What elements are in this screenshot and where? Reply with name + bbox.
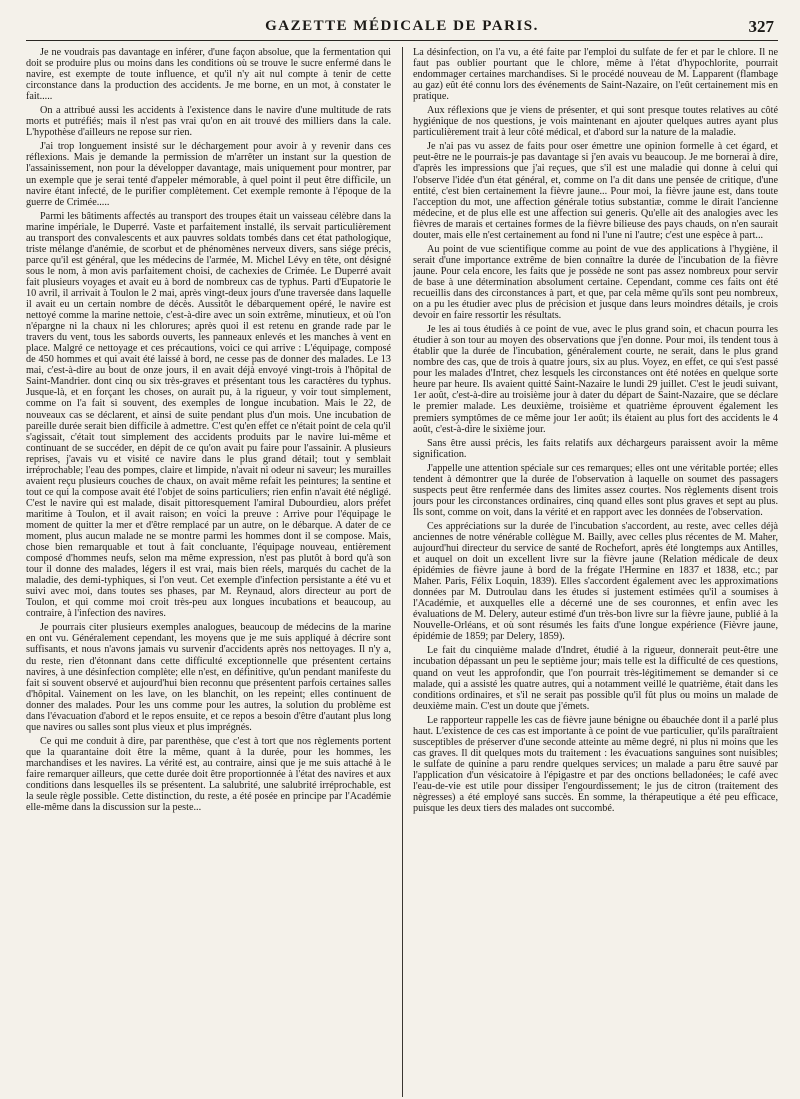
paragraph: J'appelle une attention spéciale sur ces remarques; elles ont une véritable portée; elles tendent à démontrer que la durée de l'observation à laquelle on soumet des passagers suspects peut être renfermée dans des limites assez courtes. Nos règlements disent trois jours pour les circonstances ordinaires, cinq quand elles sont plus graves et sept au plus. Ils sont, comme on voit, dans la vérité et en rapport avec les données de l'observation. bbox=[413, 462, 778, 518]
paragraph: Je ne voudrais pas davantage en inférer, d'une façon absolue, que la fermentation qui doit se produire plus ou moins dans les conditions où se trouve le sucre enfermé dans le navire, est exempte de toute influence, et qu'il n'y ait nul compte à tenir de cette circonstance dans la production des accidents. Je me borne, en un mot, à constater le fait..... bbox=[26, 47, 391, 103]
page-number: 327 bbox=[748, 17, 774, 36]
page-header bbox=[26, 14, 778, 41]
journal-title: GAZETTE MÉDICALE DE PARIS. bbox=[265, 18, 539, 34]
left-column bbox=[26, 47, 391, 1097]
paragraph: J'ai trop longuement insisté sur le déchargement pour avoir à y revenir dans ces réflexions. Mais je demande la permission de m'arrêter un instant sur la question de l'assainissement, non pour la développer davantage, mais uniquement pour montrer, par un exemple que je serai tenté d'appeler mémorable, à quel point il peut être difficile, un navire étant infecté, de le purifier complètement. Cet exemple remonte à l'époque de la guerre de Crimée..... bbox=[26, 141, 391, 208]
paragraph: Parmi les bâtiments affectés au transport des troupes était un vaisseau célèbre dans la marine impériale, le Duperré. Vaste et parfaitement installé, ils servait particulièrement au transport des convalescents et aux pauvres soldats tombés dans cet état pathologique, triste mélange d'anémie, de scorbut et de phénomènes nerveux divers, sans siége précis, parce qu'il est général, que les médecins de l'armée, M. Michel Lévy en tête, ont désigné sous le nom, à mon avis parfaitement choisi, de cachexies de Crimée. Le Duperré avait fait plusieurs voyages et avait eu à bord de nombreux cas de typhus. Parti d'Eupatorie le 10 avril, il arrivait à Toulon le 2 mai, après vingt-deux jours d'une traversée dans laquelle il avait eu un certain nombre de décès. Aussitôt le débarquement opéré, le navire est nettoyé comme la marine nettoie, c'est-à-dire avec un soin extrême, minutieux, et où l'on n'épargne ni la chaux ni les chlorures; après quoi il est retenu en grande rade par le travers du vent, tous les sabords ouverts, les panneaux enlevés et les manches à vent en place. Malgré ce nettoyage et ces précautions, voici ce qui arrive : L'équipage, composé de 450 hommes et qui avait été laissé à bord, ne cesse pas de donner des malades. Le 13 mai, c'est-à-dire au bout de onze jours, il en avait déjà envoyé vingt-trois à l'hôpital de Saint-Mandrier. dont cinq ou six très-graves et présentant tous les caractères du typhus. Jusque-là, et en forçant les choses, on aurait pu, à la rigueur, y voir tout simplement, comme on l'a fait si souvent, des exemples de longue incubation. Mais le 22, de nouveaux cas se déclarent, et ainsi de suite pendant plus d'un mois. Une incubation de pareille durée serait bien difficile à admettre. C'est qu'en effet ce n'était point de cela qu'il s'agissait, c'était tout simplement des accidents produits par le navire lui-même et continuant de se succéder, en dépit de ce qu'on avait pu faire pour l'assainir. A plusieurs reprises, j'avais vu et visité ce navire dans le plus grand détail; tout y semblait irréprochable; l'eau des pompes, claire et limpide, n'avait ni odeur ni saveur; les murailles avaient reçu plusieurs couches de chaux, on avait même refait les peintures; la sentine et tout ce qui la compose avait été l'objet de soins particuliers; rien enfin n'avait été négligé. C'est le navire qui est malade, disait pittoresquement l'amiral Dubourdieu, alors préfet maritime à Toulon, et il avait raison; en voici la preuve : Arrive pour l'équipage le moment de quitter la mer et d'être remplacé par un autre, on le débarque. A dater de ce moment, plus aucun malade ne se montre parmi les hommes dont il se compose. Mais, chose bien remarquable et tout à fait concluante, l'équipage nouveau, entièrement composé d'hommes neufs, selon ma même expression, n'est pas plutôt à bord qu'à son tour il donne des malades, légers il est vrai, mais bien réels, marqués du cachet de la maladie, des demi-typhiques, si l'on veut. Cet exemple d'infection persistante a été vu et suivi avec moi, dans toutes ses phases, par M. Reynaud, alors directeur au port de Toulon, et qui comme moi croit très-peu aux longues incubations et beaucoup, au contraire, à l'infection des navires. bbox=[26, 210, 391, 620]
text-columns bbox=[26, 47, 778, 1097]
paragraph: Au point de vue scientifique comme au point de vue des applications à l'hygiène, il serait d'une importance extrême de bien connaître la durée de l'incubation de la fièvre jaune. Pour cela encore, les faits que je possède ne sont pas assez nombreux pour servir de base à une détermination absolument certaine. Cependant, comme ces faits ont été recueillis dans des circonstances à part, et que, par cela même qu'ils sont peu nombreux, on a pu les étudier avec plus de précision et jusque dans leurs moindres détails, je crois devoir en faire ressortir les résultats. bbox=[413, 243, 778, 322]
paragraph: La désinfection, on l'a vu, a été faite par l'emploi du sulfate de fer et par le chlore. Il ne faut pas oublier pourtant que le chlore, même à l'état d'hypochlorite, pourrait endommager certaines marchandises. Si le procédé nouveau de M. Lapparent (flambage au gaz) eût été connu lors des événements de Saint-Nazaire, on l'eût certainement mis en pratique. bbox=[413, 47, 778, 103]
paragraph: Ce qui me conduit à dire, par parenthèse, que c'est à tort que nos règlements portent que la quarantaine doit être la même, quant à la durée, pour les hommes, les marchandises et les navires. La vérité est, au contraire, ainsi que je me suis attaché à le faire remarquer ailleurs, que cette durée doit être proportionnée à l'état des navires et aux conditions dans lesquelles ils se présentent. La salubrité, une salubrité irréprochable, est la seule règle possible. Cette distinction, du reste, a été posée en principe par l'Académie elle-même dans la discussion sur la peste... bbox=[26, 735, 391, 814]
column-divider bbox=[402, 47, 403, 1097]
paragraph: Je les ai tous étudiés à ce point de vue, avec le plus grand soin, et chacun pourra les étudier à son tour au moyen des observations que j'en donne. Pour moi, ils tendent tous à établir que la durée de l'incubation, généralement courte, ne serait, dans le plus grand nombre des cas, que de trois à quatre jours, six au plus. Voyez, en effet, ce qui s'est passé pour les malades d'Intret, chez lesquels les circonstances ont été notées en quelque sorte heure par heure. Ils avaient quitté Saint-Nazaire le lundi 29 juillet. C'est le jeudi suivant, 1er août, c'est-à-dire au troisième jour à dater du départ de Saint-Nazaire, que se déclare le premier malade. Les deuxième, troisième et quatrième éprouvent également les premiers symptômes de ce même jour 1er août; ils étaient au plus fort des accidents le 4 août, c'est-à-dire le sixième jour. bbox=[413, 324, 778, 435]
right-column bbox=[413, 47, 778, 1097]
paragraph: Je pourrais citer plusieurs exemples analogues, beaucoup de médecins de la marine en ont vu. Généralement cependant, les moyens que je me suis appliqué à décrire sont suffisants, et nous n'avons jamais vu survenir d'accidents après nos nettoyages. Il n'y a, du reste, rien d'étonnant dans cette difficulté exceptionnelle que présentent certains navires, à une désinfection complète; elle n'est, en définitive, qu'un pendant manifeste du fait si souvent observé et aujourd'hui bien reconnu que présentent parfois certaines salles d'hôpital. Vainement on les lave, on les blanchit, on les repeint; elles continuent de donner des malades. Pour les uns comme pour les autres, la solution du problème est dans l'évacuation d'abord et le repos ensuite, et ce repos a besoin d'être d'autant plus long que navires ou salles sont plus vieux et plus imprégnés. bbox=[26, 622, 391, 733]
paragraph: Le rapporteur rappelle les cas de fièvre jaune bénigne ou ébauchée dont il a parlé plus haut. L'existence de ces cas est importante à ce point de vue particulier, qu'ils paraîtraient susceptibles de préserver d'une seconde atteinte au même degré, ni plus ni moins que les cas graves. Il dit quelques mots du traitement : les évacuations sanguines sont nuisibles; le sulfate de quinine a paru rendre quelques services; un malade a paru être sauvé par l'application d'un vésicatoire à l'épigastre et par des onctions belladonées; le café avec l'eau-de-vie est utile pour dissiper l'engourdissement; le jus de citron (traitement des nègresses) a été employé sans succès. En somme, la thérapeutique a été peu efficace, puisque les deux tiers des malades ont succombé. bbox=[413, 714, 778, 815]
paragraph: Ces appréciations sur la durée de l'incubation s'accordent, au reste, avec celles déjà anciennes de notre vénérable collègue M. Bailly, avec celles plus récentes de M. Maher, aujourd'hui directeur du service de santé de Rochefort, après été longtemps aux Antilles, et auquel on doit un excellent livre sur la fièvre jaune (Relation médicale de deux épidémies de fièvre jaune à bord de la frégate l'Hermine en 1837 et 1838, etc.; par Maher. Paris, Félix Loquin, 1839). Elles s'accordent également avec les approximations données par M. Dutroulau dans les études si justement estimées qu'il a soumises à l'Académie, et auxquelles elle a décerné une de ses couronnes, et enfin avec les évaluations de M. Delery, auteur estimé d'un très-bon livre sur la fièvre jaune, publié à la Nouvelle-Orléans, et où sont résumés les faits d'une longue expérience (Fièvre jaune, épidémie de 1859; par Delery, 1859). bbox=[413, 520, 778, 643]
paragraph: Aux réflexions que je viens de présenter, et qui sont presque toutes relatives au côté hygiénique de nos questions, je vois maintenant en ajouter quelques autres ayant plus particulièrement trait à leur côté médical, et d'abord sur la nature de la maladie. bbox=[413, 105, 778, 139]
paragraph: Le fait du cinquième malade d'Indret, étudié à la rigueur, donnerait peut-être une incubation dépassant un peu le septième jour; mais telle est la difficulté de ces questions, quand on veut les approfondir, que l'on pourrait très-légitimement se demander si ce malade, qui a assisté les quatre autres, qui a notamment veillé le quatrième, était dans les conditions ordinaires, et s'il ne serait pas possible qu'il fût plus ou moins un malade de deuxième main. C'est un doute que j'émets. bbox=[413, 645, 778, 712]
paragraph: Sans être aussi précis, les faits relatifs aux déchargeurs paraissent avoir la même signification. bbox=[413, 437, 778, 460]
paragraph: Je n'ai pas vu assez de faits pour oser émettre une opinion formelle à cet égard, et peut-être ne le pourrais-je pas davantage si j'en avais vu beaucoup. Je me bornerai à dire, d'après les impressions que j'ai reçues, que s'il est une maladie qui donne à celui qui l'observe l'idée d'un état général, et, comme on l'a dit dans une pensée de critique, d'une entité, c'est bien certainement la fièvre jaune... Pour moi, la fièvre jaune est, dans toute l'acception du mot, une affection générale totius substantiæ, comme le dirait l'ancienne médecine, et de plus elle est une affection sui generis. Qu'elle ait des analogies avec les fièvres de marais et certaines formes de la fièvre bilieuse des pays chauds, on n'en saurait douter, mais elle n'est certainement au fond ni l'une ni l'autre; c'est une espèce à part... bbox=[413, 141, 778, 241]
paragraph: On a attribué aussi les accidents à l'existence dans le navire d'une multitude de rats morts et putréfiés; mais il n'est pas vrai qu'on en ait trouvé des milliers dans la cale. L'hypothèse d'ailleurs ne repose sur rien. bbox=[26, 105, 391, 139]
